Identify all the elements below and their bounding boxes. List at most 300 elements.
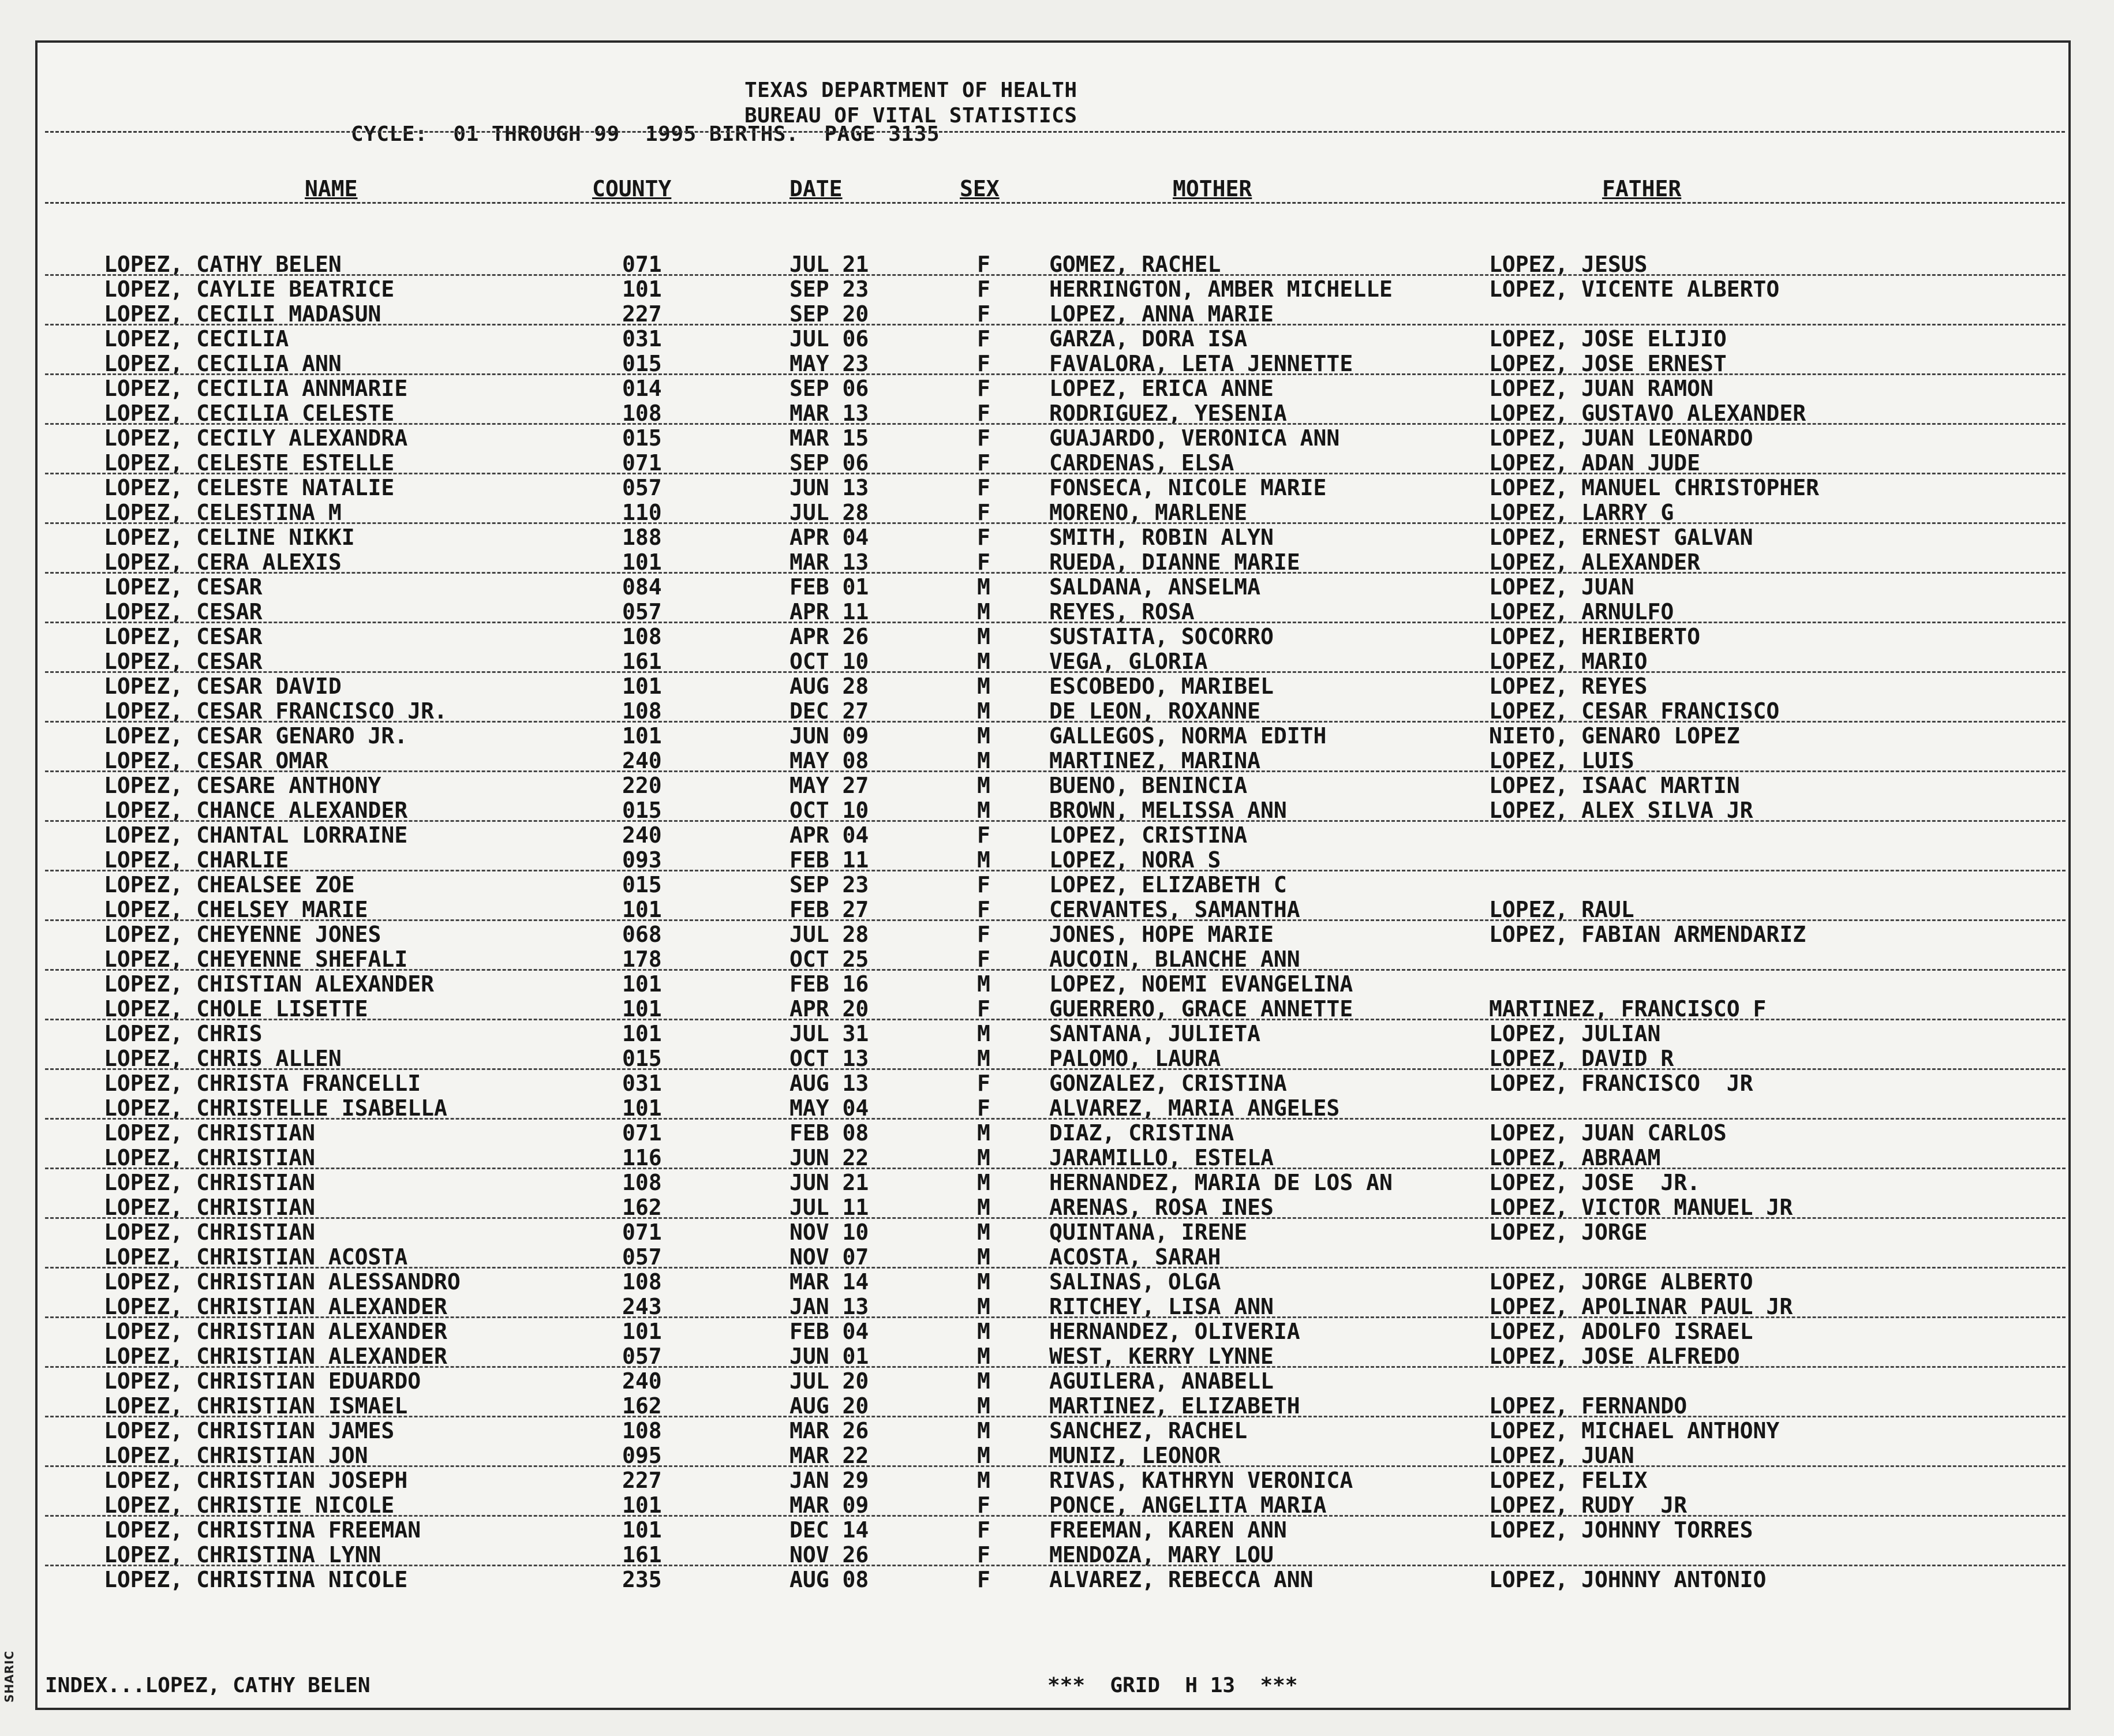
cell-name: LOPEZ, CELESTE NATALIE — [104, 475, 395, 500]
cell-sex: F — [977, 822, 990, 848]
cell-mother: RITCHEY, LISA ANN — [1049, 1294, 1274, 1319]
cell-sex: F — [977, 425, 990, 451]
cell-name: LOPEZ, CHRISTIAN JON — [104, 1443, 368, 1468]
cell-name: LOPEZ, CECILIA CELESTE — [104, 401, 395, 426]
table-row — [0, 972, 2114, 997]
cell-mother: BROWN, MELISSA ANN — [1049, 798, 1287, 823]
cell-county: 031 — [622, 1071, 662, 1096]
cell-county: 095 — [622, 1443, 662, 1468]
cell-mother: ALVAREZ, MARIA ANGELES — [1049, 1095, 1340, 1121]
cell-county: 071 — [622, 252, 662, 277]
cell-date: DEC 27 — [790, 698, 869, 724]
cell-sex: M — [977, 971, 990, 997]
cell-sex: M — [977, 847, 990, 873]
table-row — [0, 1245, 2114, 1270]
cell-sex: F — [977, 1542, 990, 1567]
cell-name: LOPEZ, CECILIA ANN — [104, 351, 342, 376]
cell-mother: SALINAS, OLGA — [1049, 1269, 1221, 1294]
table-row — [0, 525, 2114, 550]
cell-name: LOPEZ, CHANCE ALEXANDER — [104, 798, 408, 823]
cell-date: FEB 27 — [790, 897, 869, 922]
cell-name: LOPEZ, CHRISTIAN ALEXANDER — [104, 1319, 447, 1344]
cell-sex: F — [977, 252, 990, 277]
cell-father: LOPEZ, JUAN — [1489, 1443, 1634, 1468]
cell-father: LOPEZ, CESAR FRANCISCO — [1489, 698, 1780, 724]
cell-date: OCT 10 — [790, 649, 869, 674]
cell-name: LOPEZ, CELESTINA M — [104, 500, 342, 525]
cell-date: OCT 25 — [790, 946, 869, 972]
cell-date: JUL 28 — [790, 922, 869, 947]
cell-name: LOPEZ, CATHY BELEN — [104, 252, 342, 277]
cell-name: LOPEZ, CHRISTINA LYNN — [104, 1542, 381, 1567]
cell-county: 188 — [622, 525, 662, 550]
cell-sex: F — [977, 996, 990, 1022]
cell-mother: SALDANA, ANSELMA — [1049, 574, 1261, 600]
cell-date: APR 04 — [790, 525, 869, 550]
cell-mother: SMITH, ROBIN ALYN — [1049, 525, 1274, 550]
cell-name: LOPEZ, CESAR GENARO JR. — [104, 723, 408, 749]
table-row — [0, 1468, 2114, 1493]
cell-father: LOPEZ, ADOLFO ISRAEL — [1489, 1319, 1753, 1344]
cell-mother: LOPEZ, NORA S — [1049, 847, 1221, 873]
cell-county: 161 — [622, 1542, 662, 1567]
cell-date: AUG 28 — [790, 674, 869, 699]
header-rule — [45, 131, 2065, 133]
cell-county: 084 — [622, 574, 662, 600]
cell-father: LOPEZ, JOHNNY ANTONIO — [1489, 1567, 1767, 1592]
table-row — [0, 1369, 2114, 1394]
table-row — [0, 798, 2114, 823]
cell-father: LOPEZ, FABIAN ARMENDARIZ — [1489, 922, 1806, 947]
cell-date: SEP 06 — [790, 376, 869, 401]
cell-date: NOV 10 — [790, 1219, 869, 1245]
table-row — [0, 351, 2114, 376]
records-table — [0, 252, 2114, 1592]
cell-name: LOPEZ, CHRISTINA NICOLE — [104, 1567, 408, 1592]
column-rule — [45, 202, 2065, 204]
table-row — [0, 550, 2114, 575]
cell-county: 057 — [622, 475, 662, 500]
table-row — [0, 997, 2114, 1022]
cell-father: LOPEZ, LARRY G — [1489, 500, 1674, 525]
cell-county: 015 — [622, 872, 662, 897]
cell-father: LOPEZ, FRANCISCO JR — [1489, 1071, 1753, 1096]
cell-father: LOPEZ, ALEX SILVA JR — [1489, 798, 1753, 823]
cell-mother: GOMEZ, RACHEL — [1049, 252, 1221, 277]
cell-name: LOPEZ, CERA ALEXIS — [104, 549, 342, 575]
cell-name: LOPEZ, CECILIA ANNMARIE — [104, 376, 408, 401]
cell-county: 101 — [622, 1492, 662, 1518]
cell-date: FEB 11 — [790, 847, 869, 873]
cell-county: 071 — [622, 450, 662, 476]
table-row — [0, 302, 2114, 327]
cell-county: 015 — [622, 351, 662, 376]
cell-county: 031 — [622, 326, 662, 351]
cell-sex: F — [977, 376, 990, 401]
cell-name: LOPEZ, CHEYENNE JONES — [104, 922, 381, 947]
cell-father: LOPEZ, JOHNNY TORRES — [1489, 1517, 1753, 1543]
cell-county: 101 — [622, 674, 662, 699]
cell-date: MAR 14 — [790, 1269, 869, 1294]
cell-mother: GARZA, DORA ISA — [1049, 326, 1248, 351]
cell-sex: F — [977, 500, 990, 525]
cell-name: LOPEZ, CHRISTELLE ISABELLA — [104, 1095, 447, 1121]
cell-sex: M — [977, 748, 990, 773]
cell-mother: MARTINEZ, MARINA — [1049, 748, 1261, 773]
column-date: DATE — [790, 176, 843, 201]
cell-date: JUL 06 — [790, 326, 869, 351]
cell-sex: M — [977, 1319, 990, 1344]
table-row — [0, 1443, 2114, 1468]
cell-mother: LOPEZ, ANNA MARIE — [1049, 301, 1274, 327]
cell-date: AUG 20 — [790, 1393, 869, 1419]
cell-sex: M — [977, 1170, 990, 1195]
cell-father: LOPEZ, JUAN RAMON — [1489, 376, 1713, 401]
cell-father: LOPEZ, JOSE ELIJIO — [1489, 326, 1727, 351]
cell-date: SEP 06 — [790, 450, 869, 476]
table-row — [0, 773, 2114, 798]
cell-name: LOPEZ, CHOLE LISETTE — [104, 996, 368, 1022]
cell-father: LOPEZ, JESUS — [1489, 252, 1648, 277]
department-title: TEXAS DEPARTMENT OF HEALTH — [744, 78, 1077, 102]
cell-date: JAN 13 — [790, 1294, 869, 1319]
cell-sex: F — [977, 1492, 990, 1518]
cell-mother: AUCOIN, BLANCHE ANN — [1049, 946, 1300, 972]
table-row — [0, 897, 2114, 922]
cell-county: 178 — [622, 946, 662, 972]
cell-name: LOPEZ, CHRISTIAN ISMAEL — [104, 1393, 408, 1419]
table-row — [0, 252, 2114, 277]
cell-father: LOPEZ, REYES — [1489, 674, 1648, 699]
cell-father: LOPEZ, MICHAEL ANTHONY — [1489, 1418, 1780, 1443]
cell-date: MAY 27 — [790, 773, 869, 798]
cell-county: 101 — [622, 1319, 662, 1344]
table-row — [0, 848, 2114, 873]
cell-mother: RIVAS, KATHRYN VERONICA — [1049, 1468, 1353, 1493]
cell-county: 101 — [622, 549, 662, 575]
cell-date: APR 11 — [790, 599, 869, 624]
cell-sex: F — [977, 401, 990, 426]
cell-mother: GONZALEZ, CRISTINA — [1049, 1071, 1287, 1096]
cell-father: LOPEZ, ARNULFO — [1489, 599, 1674, 624]
cell-county: 240 — [622, 748, 662, 773]
cell-mother: ACOSTA, SARAH — [1049, 1244, 1221, 1270]
cell-sex: M — [977, 1269, 990, 1294]
table-row — [0, 724, 2114, 749]
table-row — [0, 749, 2114, 773]
cell-father: LOPEZ, RUDY JR — [1489, 1492, 1688, 1518]
cell-date: FEB 04 — [790, 1319, 869, 1344]
table-row — [0, 451, 2114, 476]
cell-sex: F — [977, 1567, 990, 1592]
cell-father: LOPEZ, FELIX — [1489, 1468, 1648, 1493]
cell-sex: M — [977, 1418, 990, 1443]
cell-mother: DE LEON, ROXANNE — [1049, 698, 1261, 724]
cell-date: JUL 11 — [790, 1195, 869, 1220]
cell-sex: F — [977, 549, 990, 575]
cell-father: LOPEZ, MARIO — [1489, 649, 1648, 674]
cell-date: JUN 13 — [790, 475, 869, 500]
cell-date: MAY 23 — [790, 351, 869, 376]
table-row — [0, 575, 2114, 600]
cell-county: 227 — [622, 1468, 662, 1493]
cell-county: 093 — [622, 847, 662, 873]
cell-sex: M — [977, 599, 990, 624]
cell-mother: RODRIGUEZ, YESENIA — [1049, 401, 1287, 426]
cell-date: MAR 26 — [790, 1418, 869, 1443]
cell-name: LOPEZ, CESAR — [104, 649, 263, 674]
cell-mother: FREEMAN, KAREN ANN — [1049, 1517, 1287, 1543]
table-row — [0, 376, 2114, 401]
cell-sex: M — [977, 1344, 990, 1369]
table-row — [0, 1567, 2114, 1592]
cell-sex: F — [977, 475, 990, 500]
cell-father: LOPEZ, JORGE — [1489, 1219, 1648, 1245]
cell-mother: WEST, KERRY LYNNE — [1049, 1344, 1274, 1369]
cell-father: LOPEZ, JUAN CARLOS — [1489, 1120, 1727, 1146]
cell-father: LOPEZ, JOSE ERNEST — [1489, 351, 1727, 376]
cell-date: JUN 01 — [790, 1344, 869, 1369]
margin-label: SHARIC — [2, 1650, 16, 1703]
cell-sex: M — [977, 798, 990, 823]
cell-father: LOPEZ, GUSTAVO ALEXANDER — [1489, 401, 1806, 426]
cell-mother: FONSECA, NICOLE MARIE — [1049, 475, 1327, 500]
cell-county: 101 — [622, 276, 662, 302]
cell-sex: F — [977, 450, 990, 476]
table-row — [0, 947, 2114, 972]
table-row — [0, 1220, 2114, 1245]
cell-name: LOPEZ, CAYLIE BEATRICE — [104, 276, 395, 302]
cell-sex: M — [977, 698, 990, 724]
cell-mother: VEGA, GLORIA — [1049, 649, 1208, 674]
table-row — [0, 922, 2114, 947]
cell-date: NOV 07 — [790, 1244, 869, 1270]
table-row — [0, 1270, 2114, 1294]
cell-date: FEB 08 — [790, 1120, 869, 1146]
cell-sex: F — [977, 301, 990, 327]
table-row — [0, 476, 2114, 500]
cell-mother: MENDOZA, MARY LOU — [1049, 1542, 1274, 1567]
cell-name: LOPEZ, CHRISTIAN ALEXANDER — [104, 1294, 447, 1319]
cell-father: LOPEZ, FERNANDO — [1489, 1393, 1688, 1419]
cell-name: LOPEZ, CESARE ANTHONY — [104, 773, 381, 798]
cell-father: LOPEZ, ALEXANDER — [1489, 549, 1701, 575]
cell-county: 240 — [622, 822, 662, 848]
cell-name: LOPEZ, CHRISTIAN — [104, 1195, 316, 1220]
cell-mother: JARAMILLO, ESTELA — [1049, 1145, 1274, 1170]
cell-county: 235 — [622, 1567, 662, 1592]
cell-name: LOPEZ, CESAR DAVID — [104, 674, 342, 699]
cell-father: LOPEZ, JOSE ALFREDO — [1489, 1344, 1740, 1369]
cell-mother: HERNANDEZ, OLIVERIA — [1049, 1319, 1300, 1344]
cell-county: 227 — [622, 301, 662, 327]
cell-mother: RUEDA, DIANNE MARIE — [1049, 549, 1300, 575]
cell-name: LOPEZ, CHRISTIAN JAMES — [104, 1418, 395, 1443]
cell-county: 108 — [622, 698, 662, 724]
cell-date: APR 26 — [790, 624, 869, 649]
cell-sex: M — [977, 773, 990, 798]
cell-father: LOPEZ, JUAN — [1489, 574, 1634, 600]
cell-mother: HERRINGTON, AMBER MICHELLE — [1049, 276, 1393, 302]
cell-mother: HERNANDEZ, MARIA DE LOS AN — [1049, 1170, 1393, 1195]
cell-sex: F — [977, 525, 990, 550]
cell-date: OCT 10 — [790, 798, 869, 823]
table-row — [0, 699, 2114, 724]
cell-name: LOPEZ, CESAR — [104, 599, 263, 624]
table-row — [0, 1146, 2114, 1170]
cell-mother: ALVAREZ, REBECCA ANN — [1049, 1567, 1314, 1592]
cell-sex: M — [977, 1244, 990, 1270]
table-row — [0, 1518, 2114, 1543]
cell-name: LOPEZ, CHRISTIAN — [104, 1170, 316, 1195]
cell-father: LOPEZ, ERNEST GALVAN — [1489, 525, 1753, 550]
cell-county: 240 — [622, 1368, 662, 1394]
cell-mother: LOPEZ, ERICA ANNE — [1049, 376, 1274, 401]
table-row — [0, 1170, 2114, 1195]
cell-father: LOPEZ, JOSE JR. — [1489, 1170, 1701, 1195]
cell-mother: QUINTANA, IRENE — [1049, 1219, 1248, 1245]
cell-date: SEP 23 — [790, 872, 869, 897]
cell-father: NIETO, GENARO LOPEZ — [1489, 723, 1740, 749]
cell-father: MARTINEZ, FRANCISCO F — [1489, 996, 1767, 1022]
cell-county: 057 — [622, 1344, 662, 1369]
table-row — [0, 1493, 2114, 1518]
cell-mother: BUENO, BENINCIA — [1049, 773, 1248, 798]
cell-date: SEP 20 — [790, 301, 869, 327]
table-row — [0, 1394, 2114, 1419]
cell-name: LOPEZ, CHRISTIAN JOSEPH — [104, 1468, 408, 1493]
cell-county: 108 — [622, 1170, 662, 1195]
cell-mother: ESCOBEDO, MARIBEL — [1049, 674, 1274, 699]
cell-name: LOPEZ, CHRISTIAN — [104, 1145, 316, 1170]
cell-name: LOPEZ, CHRISTIAN ALEXANDER — [104, 1344, 447, 1369]
cell-date: SEP 23 — [790, 276, 869, 302]
cell-sex: M — [977, 1393, 990, 1419]
cell-county: 101 — [622, 996, 662, 1022]
cell-name: LOPEZ, CHRISTIE NICOLE — [104, 1492, 395, 1518]
cell-name: LOPEZ, CHISTIAN ALEXANDER — [104, 971, 434, 997]
cell-sex: F — [977, 946, 990, 972]
cell-name: LOPEZ, CHRISTIAN ACOSTA — [104, 1244, 408, 1270]
cell-name: LOPEZ, CESAR — [104, 624, 263, 649]
cell-county: 015 — [622, 1046, 662, 1071]
cell-mother: CERVANTES, SAMANTHA — [1049, 897, 1300, 922]
cell-county: 162 — [622, 1195, 662, 1220]
bureau-title: BUREAU OF VITAL STATISTICS — [744, 104, 1077, 128]
cell-date: APR 20 — [790, 996, 869, 1022]
table-row — [0, 1419, 2114, 1443]
cell-mother: MORENO, MARLENE — [1049, 500, 1248, 525]
cell-county: 057 — [622, 599, 662, 624]
cell-mother: SANCHEZ, RACHEL — [1049, 1418, 1248, 1443]
cell-father: LOPEZ, ABRAAM — [1489, 1145, 1661, 1170]
cell-sex: M — [977, 1294, 990, 1319]
cell-mother: GALLEGOS, NORMA EDITH — [1049, 723, 1327, 749]
cell-name: LOPEZ, CHRISTIAN — [104, 1219, 316, 1245]
cell-father: LOPEZ, JORGE ALBERTO — [1489, 1269, 1753, 1294]
cell-county: 108 — [622, 624, 662, 649]
table-row — [0, 1344, 2114, 1369]
cell-mother: LOPEZ, ELIZABETH C — [1049, 872, 1287, 897]
cell-date: MAR 15 — [790, 425, 869, 451]
table-row — [0, 1096, 2114, 1121]
table-row — [0, 600, 2114, 624]
cell-sex: F — [977, 326, 990, 351]
cell-county: 116 — [622, 1145, 662, 1170]
cell-date: JUN 09 — [790, 723, 869, 749]
cell-mother: LOPEZ, CRISTINA — [1049, 822, 1248, 848]
cell-county: 068 — [622, 922, 662, 947]
cell-county: 108 — [622, 1418, 662, 1443]
cell-mother: MARTINEZ, ELIZABETH — [1049, 1393, 1300, 1419]
cell-father: LOPEZ, JULIAN — [1489, 1021, 1661, 1046]
cell-date: FEB 16 — [790, 971, 869, 997]
cell-sex: F — [977, 351, 990, 376]
cell-county: 015 — [622, 425, 662, 451]
cell-father: LOPEZ, VICTOR MANUEL JR — [1489, 1195, 1793, 1220]
cell-county: 101 — [622, 1021, 662, 1046]
cell-sex: M — [977, 1021, 990, 1046]
table-row — [0, 624, 2114, 649]
cell-date: MAY 08 — [790, 748, 869, 773]
cell-father: LOPEZ, RAUL — [1489, 897, 1634, 922]
column-name: NAME — [305, 176, 358, 201]
cell-county: 162 — [622, 1393, 662, 1419]
cell-mother: SUSTAITA, SOCORRO — [1049, 624, 1274, 649]
cell-sex: F — [977, 1517, 990, 1543]
table-row — [0, 649, 2114, 674]
cell-date: JUL 28 — [790, 500, 869, 525]
cell-name: LOPEZ, CHRIS ALLEN — [104, 1046, 342, 1071]
cell-sex: F — [977, 276, 990, 302]
cell-mother: REYES, ROSA — [1049, 599, 1195, 624]
cell-sex: M — [977, 624, 990, 649]
cell-mother: FAVALORA, LETA JENNETTE — [1049, 351, 1353, 376]
table-row — [0, 823, 2114, 848]
cell-name: LOPEZ, CHEYENNE SHEFALI — [104, 946, 408, 972]
cell-sex: M — [977, 1468, 990, 1493]
cell-county: 110 — [622, 500, 662, 525]
cell-county: 071 — [622, 1219, 662, 1245]
table-row — [0, 1071, 2114, 1096]
table-row — [0, 1022, 2114, 1046]
cell-name: LOPEZ, CHRISTIAN ALESSANDRO — [104, 1269, 461, 1294]
cell-date: MAR 13 — [790, 401, 869, 426]
cell-name: LOPEZ, CECILIA — [104, 326, 289, 351]
cell-sex: M — [977, 1120, 990, 1146]
cell-date: MAY 04 — [790, 1095, 869, 1121]
cell-county: 161 — [622, 649, 662, 674]
cell-date: MAR 22 — [790, 1443, 869, 1468]
cell-date: JUN 21 — [790, 1170, 869, 1195]
cell-name: LOPEZ, CELESTE ESTELLE — [104, 450, 395, 476]
column-mother: MOTHER — [1173, 176, 1252, 201]
cell-name: LOPEZ, CHRISTIAN — [104, 1120, 316, 1146]
cell-sex: F — [977, 1071, 990, 1096]
cell-date: OCT 13 — [790, 1046, 869, 1071]
cell-name: LOPEZ, CHARLIE — [104, 847, 289, 873]
cell-sex: M — [977, 649, 990, 674]
cell-sex: F — [977, 922, 990, 947]
cell-sex: F — [977, 1095, 990, 1121]
cell-mother: SANTANA, JULIETA — [1049, 1021, 1261, 1046]
cell-county: 101 — [622, 971, 662, 997]
cell-mother: ARENAS, ROSA INES — [1049, 1195, 1274, 1220]
table-row — [0, 1543, 2114, 1567]
table-row — [0, 674, 2114, 699]
cell-mother: GUAJARDO, VERONICA ANN — [1049, 425, 1340, 451]
cell-sex: M — [977, 1219, 990, 1245]
